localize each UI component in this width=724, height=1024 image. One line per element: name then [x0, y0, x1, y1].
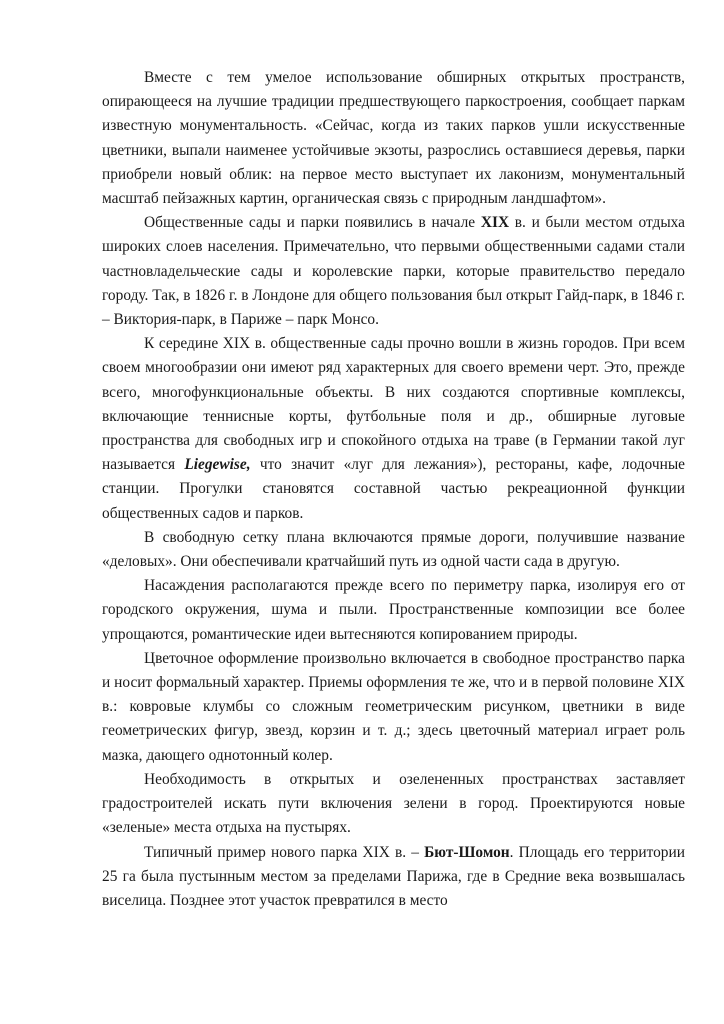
century-emphasis: XIX — [480, 214, 510, 232]
paragraph-text: В свободную сетку плана включаются прямые дороги, получившие название «деловых». Они обеспечивали кратчайший путь из одной части сада в другую. — [102, 528, 685, 571]
paragraph-green-spaces — [102, 768, 685, 841]
paragraph-buttes-chaumont — [102, 841, 685, 914]
paragraph-text: Насаждения располагаются прежде всего по периметру парка, изолируя его от городского окружения, шума и пыли. Пространственные композиции все более упрощаются, романтические идеи вытесняются копированием природы. — [102, 577, 685, 643]
paragraph-mid-century — [102, 332, 685, 526]
paragraph-text: Цветочное оформление произвольно включается в свободное пространство парка и носит формальный характер. Приемы оформления те же, что и в первой половине XIX в.: ковровые клумбы со сложным геометрическим рисунком, цветники в виде геометрических фигур, звезд, корзин и т. д.; здесь цветочный материал играет роль мазка, дающего однотонный колер. — [102, 649, 685, 764]
paragraph-text-end: что значит «луг для лежания»), рестораны, кафе, лодочные станции. Прогулки становятся составной частью рекреационной функции общественных садов и парков. — [102, 456, 685, 522]
park-name-emphasis: Бют-Шомон — [424, 843, 510, 861]
paragraph-text: Необходимость в открытых и озелененных пространствах заставляет градостроителей искать пути включения зелени в город. Проектируются новые «зеленые» места отдыха на пустырях. — [102, 770, 685, 837]
paragraph-monumentality — [102, 66, 685, 211]
paragraph-text-start: К середине XIX в. общественные сады прочно вошли в жизнь городов. При всем своем многообразии они имеют ряд характерных для своего времени черт. Это, прежде всего, многофункциональные объекты. В них создаются спортивные комплексы, включающие теннисные корты, футбольные поля и др., обширные луговые пространства для свободных игр и спокойного отдыха на траве (в Германии такой луг называется — [102, 335, 685, 474]
paragraph-business-roads — [102, 526, 685, 574]
paragraph-text-start: Общественные сады и парки появились в начале — [144, 214, 481, 232]
paragraph-floral-design — [102, 647, 685, 768]
document-page — [102, 66, 685, 913]
paragraph-public-gardens — [102, 211, 685, 332]
paragraph-plantings — [102, 574, 685, 647]
paragraph-text: Вместе с тем умелое использование обширных открытых пространств, опирающееся на лучшие традиции предшествующего паркостроения, сообщает паркам известную монументальность. «Сейчас, когда из таких парков ушли искусственные цветники, выпали наименее устойчивые экзоты, разрослись оставшиеся деревья, парки приобрели новый облик: на первое место выступает их лаконизм, монументальный масштаб пейзажных картин, органическая связь с природным ландшафтом». — [102, 69, 685, 208]
paragraph-text-start: Типичный пример нового парка XIX в. – — [144, 843, 425, 861]
paragraph-text-end: в. и были местом отдыха широких слоев населения. Примечательно, что первыми общественными садами стали частновладельческие сады и королевские парки, которые правительство передало городу. Так, в 1826 г. в Лондоне для общего пользования был открыт Гайд-парк, в 1846 г. – Виктория-парк, в Париже – парк Монсо. — [102, 214, 686, 329]
paragraph-text-end: . Площадь его территории 25 га была пустынным местом за пределами Парижа, где в Средние века возвышалась виселица. Позднее этот участок превратился в место — [102, 843, 685, 909]
liegewise-term: Liegewise, — [184, 456, 251, 474]
